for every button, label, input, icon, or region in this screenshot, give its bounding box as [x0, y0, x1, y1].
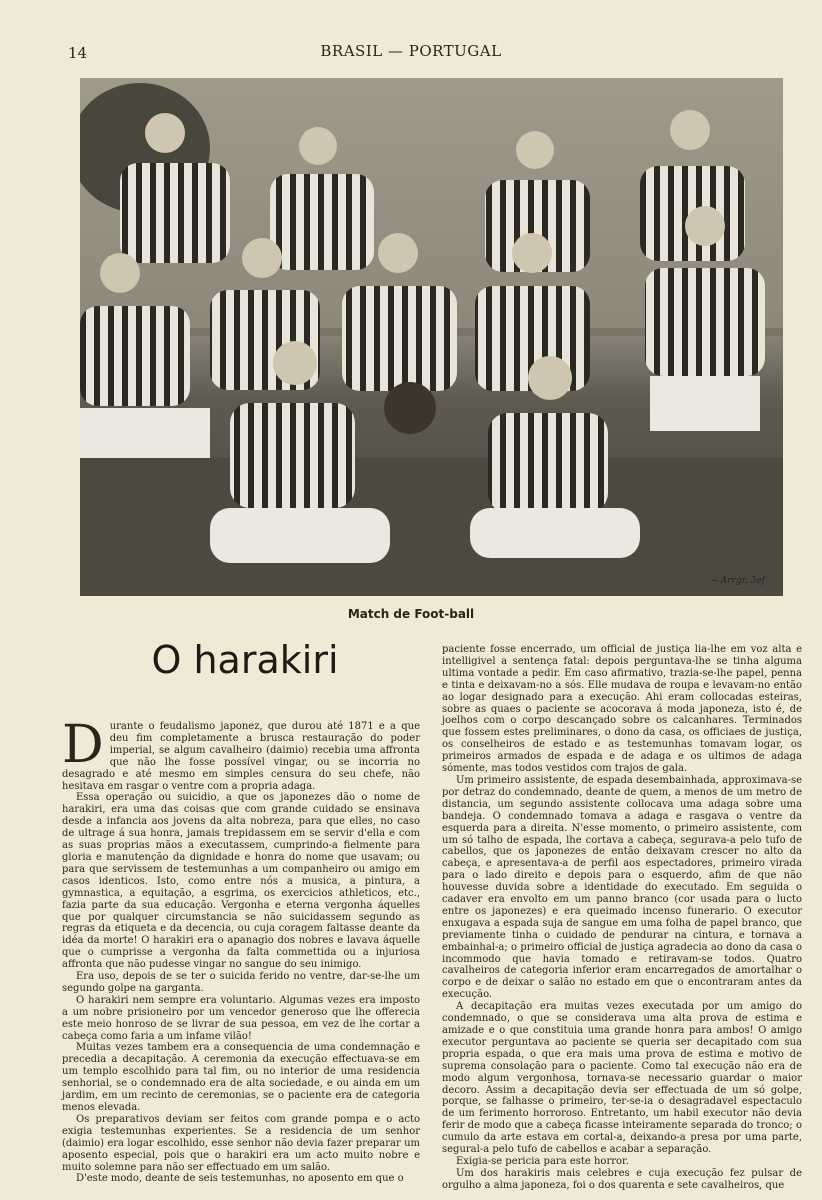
team-photograph	[80, 78, 783, 596]
paragraph: Era uso, depois de se ter o suicida ferido no ventre, dar-se-lhe um segundo golpe na garganta.	[62, 971, 420, 994]
paragraph: Exigia-se pericia para este horror.	[456, 1155, 629, 1167]
paragraph: Um primeiro assistente, de espada desembainhada, approximava-se por detraz do condemnado, deante de quem, a menos de um metro de distancia, um segundo assistente collocava uma adaga sobre uma bandeja. O condemnado tomava a adaga e rasgava o ventre da esquerda para a direita. N'esse momento, o primeiro assistente, com um só talho de espada, lhe cortava a cabeça, segurava-a pelo tufo de cabellos, que os japonezes de então deixavam crescer no alto da cabeça, e apresentava-a de perfil aos espectadores, primeiro virada para o lado direito e depois para o esquerdo, afim de que não houvesse duvida sobre a identidade do executado. Em seguida o cadaver era envolto em um panno branco (cor usada para o lucto entre os japonezes) e era queimado incenso funerario. O executor enxugava a espada suja de sangue em uma folha de papel branco, que previamente tinha o cuidado de pendurar na cintura, e tornava a embainhal-a; o primeiro official de justiça agradecia ao dono da casa o incommodo que havia tomado e retiravam-se todos. Quatro cavalheiros de categoria inferior eram encarregados de amortalhar o corpo e de deixar o salão no estado em que o encontraram antes da execução.	[442, 774, 802, 1001]
back-row-players	[120, 110, 745, 272]
article-column-left	[62, 715, 420, 1185]
photo-caption: Match de Foot-ball	[347, 607, 475, 621]
paragraph-text: urante o feudalismo japonez, que durou até 1871 e a que deu fim completamente a brusca restauração do poder imperial, se algum cavalheiro (daimio) recebia uma affronta que não lhe fosse possível vingar, ou se incorria no desagrado e até mesmo em simples censura do seu chefe, não hesitava em rasgar o ventre com a propria adaga.	[62, 721, 420, 792]
article-column-right	[442, 644, 802, 1192]
paragraph: paciente fosse encerrado, um official de justiça lia-lhe em voz alta e intelligivel a sentença fatal: depois perguntava-lhe se tinha alguma ultima vontade a pedir. Em caso afirmativo, trazia-se-lhe papel, penna e tinta e deixavam-no a sós. Elle mudava de roupa e levavam-no então ao logar designado para a execução. Ahi eram collocadas esteiras, sobre as quaes o paciente se acocorava á moda japoneza, isto é, de joelhos com o corpo descançado sobre os calcanhares. Terminados que fossem estes preliminares, o dono da casa, os officiaes de justiça, os conselheiros de estado e as testemunhas tomavam logar, os primeiros armados de espada e de adaga e os ultimos de adaga sómente, mas todos vestidos com trajos de gala.	[442, 644, 802, 775]
dropcap-letter: D	[62, 715, 104, 775]
paragraph	[62, 715, 420, 792]
page-number: 14	[68, 44, 88, 62]
paragraph: Os preparativos deviam ser feitos com grande pompa e o acto exigia testemunhas experientes. Se a residencia de um senhor (daimio) era logar escolhido, esse senhor não devia fazer preparar um aposento especial, pois que o harakiri era um acto muito nobre e muito solemne para não ser effectuado em um salão.	[62, 1113, 420, 1173]
paragraph: Essa operação ou suicidio, a que os japonezes dão o nome de harakiri, era uma das coisas que com grande cuidado se ensinava desde a infancia aos jovens da alta nobreza, para que elles, no caso de ultrage á sua honra, jamais trepidassem em se servir d'ella e com as suas proprias mãos a executassem, cumprindo-a fielmente para gloria e manutenção da dignidade e honra do nome que usavam; ou para que servissem de testemunhas a um companheiro ou amigo em casos identicos. Isto, como entre nós a musica, a pintura, a gymnastica, a equitação, a esgrima, os exercicios athleticos, etc., fazia parte da sua educação. Vergonha e eterna vergonha áquelles que por qualquer circumstancia se não suicidassem segundo as regras da etiqueta e da decencia, ou cuja coragem faltasse deante da idéa da morte! O harakiri era o apanagio dos nobres e lavava áquelle que o cumprisse a vergonha da falta commettida ou a injuriosa affronta que não pudesse vingar no sangue do seu inimigo.	[62, 792, 420, 971]
photographer-signature: ~ Arrgr. 3ef	[710, 576, 765, 586]
running-head: BRASIL — PORTUGAL	[320, 42, 502, 60]
paragraph: O harakiri nem sempre era voluntario. Algumas vezes era imposto a um nobre prisioneiro por um vencedor generoso que lhe offerecia este meio honroso de se livrar de sua pessoa, em vez de lhe cortar a cabeça como faria a um infame vilão!	[62, 994, 420, 1042]
article-title: O harakiri	[151, 638, 339, 682]
paragraph: Muitas vezes tambem era a consequencia de uma condemnação e precedia a decapitação. A ceremonia da execução effectuava-se em um templo escolhido para tal fim, ou no interior de uma residencia senhorial, se o condemnado era de alta sociedade, e ou ainda em um jardim, em um recinto de ceremonias, se o paciente era de categoria menos elevada.	[62, 1042, 420, 1113]
paragraph: D'este modo, deante de seis testemunhas, no aposento em que o	[76, 1173, 404, 1185]
paragraph: Um dos harakiris mais celebres e cuja execução fez pulsar de orgulho a alma japoneza, foi o dos quarenta e sete cavalheiros, que	[442, 1167, 802, 1191]
photo-illustration	[80, 78, 783, 596]
paragraph: A decapitação era muitas vezes executada por um amigo do condemnado, o que se considerava uma alta prova de estima e amizade e o que constituia uma grande honra para ambos! O amigo executor perguntava ao paciente se queria ser decapitado com sua propria espada, o que era mais uma prova de estima e motivo de suprema consolação para o paciente. Como tal execução não era de modo algum vergonhosa, tornava-se necessario guardar o maior decoro. Assim a decapitação devia ser effectuada de um só golpe, porque, se falhasse o primeiro, ter-se-ia o desagradavel espectaculo de um ferimento horroroso. Entretanto, um habil executor não devia ferir de modo que a cabeça ficasse inteiramente separada do tronco; o cumulo da arte estava em cortal-a, deixando-a presa por uma parte, segural-a pelo tufo de cabellos e acabar a separação.	[442, 1001, 802, 1156]
